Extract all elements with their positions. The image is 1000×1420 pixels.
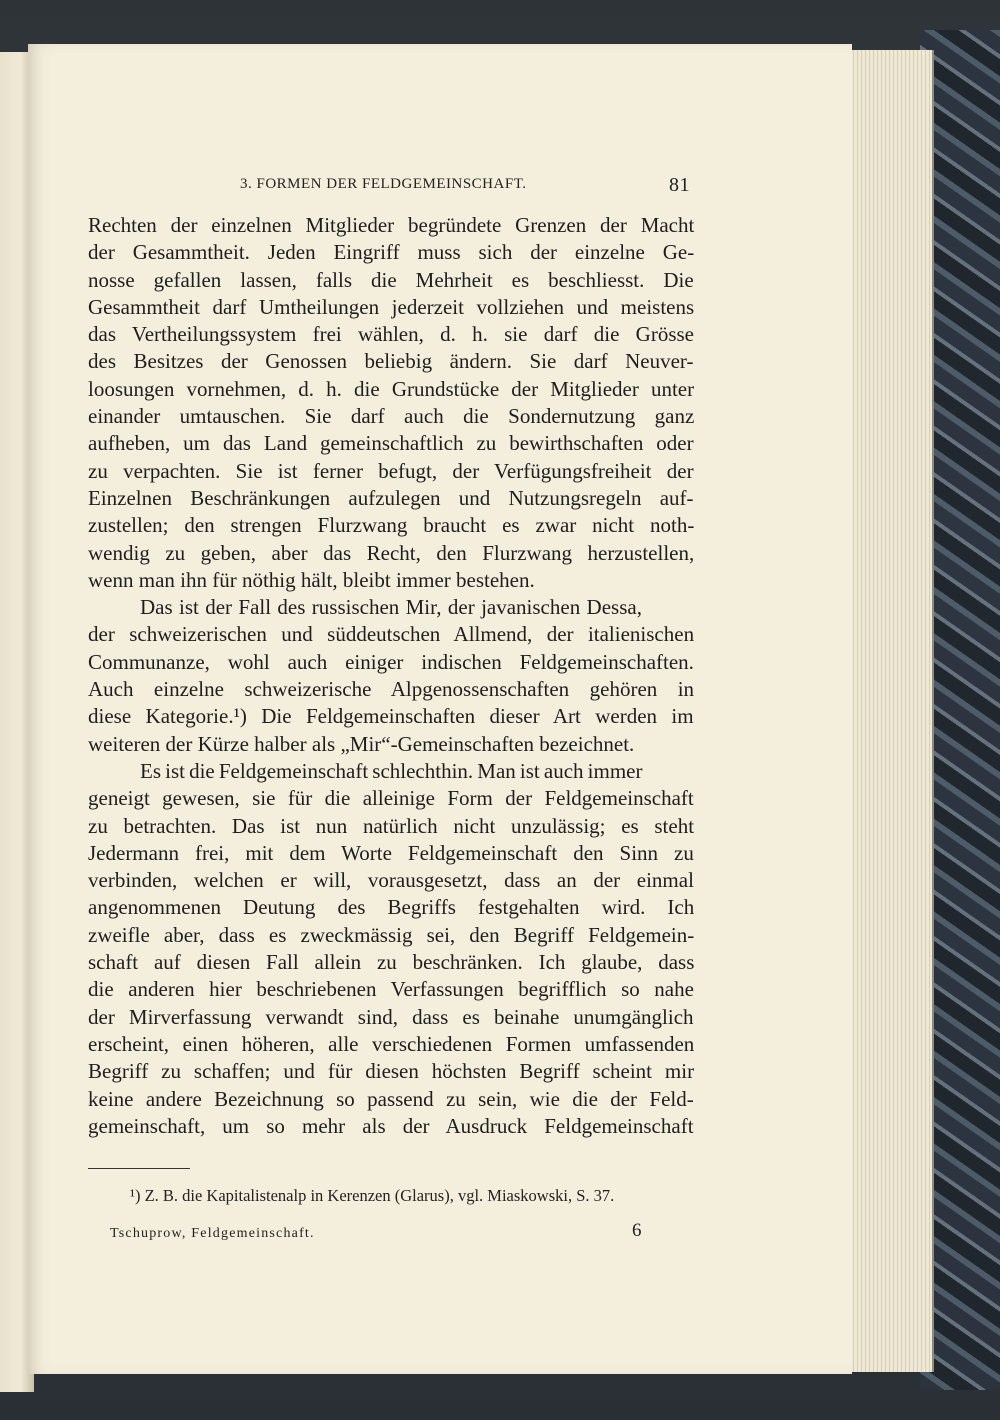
- text-line: Jedermann frei, mit dem Worte Feldgemeinschaft den Sinn zu: [88, 840, 694, 865]
- text-line: Einzelnen Beschränkungen aufzulegen und Nutzungsregeln auf-: [88, 485, 694, 510]
- text-line: gemeinschaft, um so mehr als der Ausdruck Feldgemeinschaft: [88, 1113, 694, 1138]
- text-line: keine andere Bezeichnung so passend zu sein, wie die der Feld-: [88, 1086, 694, 1111]
- text-line: nosse gefallen lassen, falls die Mehrheit es beschliesst. Die: [88, 267, 694, 292]
- footnote: ¹) Z. B. die Kapitalistenalp in Kerenzen (Glarus), vgl. Miaskowski, S. 37.: [130, 1186, 615, 1205]
- page-number: 81: [669, 174, 690, 196]
- footnote-rule: [88, 1168, 190, 1169]
- text-line: der Gesammtheit. Jeden Eingriff muss sich der einzelne Ge-: [88, 240, 695, 265]
- text-line: Begriff zu schaffen; und für diesen höchsten Begriff scheint mir: [88, 1059, 695, 1084]
- text-line: Es ist die Feldgemeinschaft schlechthin. Man ist auch immer: [140, 758, 643, 783]
- text-line: Rechten der einzelnen Mitglieder begründete Grenzen der Macht: [88, 213, 695, 237]
- text-line: weiteren der Kürze halber als „Mir“-Gemeinschaften bezeichnet.: [88, 731, 635, 756]
- text-line: diese Kategorie.¹) Die Feldgemeinschaften dieser Art werden im: [88, 704, 694, 729]
- text-line: zu betrachten. Das ist nun natürlich nicht unzulässig; es steht: [88, 813, 695, 838]
- text-line: geneigt gewesen, sie für die alleinige Form der Feldgemeinschaft: [88, 786, 694, 811]
- text-line: Auch einzelne schweizerische Alpgenossenschaften gehören in: [88, 677, 695, 702]
- text-line: der schweizerischen und süddeutschen Allmend, der italienischen: [88, 622, 695, 647]
- text-line: zustellen; den strengen Flurzwang braucht es zwar nicht noth-: [88, 513, 695, 538]
- text-line: angenommenen Deutung des Begriffs festgehalten wird. Ich: [88, 895, 695, 920]
- body-text: [88, 212, 694, 1140]
- sheet-number: 6: [632, 1220, 642, 1241]
- text-line: aufheben, um das Land gemeinschaftlich zu bewirthschaften oder: [88, 431, 694, 456]
- text-line: des Besitzes der Genossen beliebig ändern. Sie darf Neuver-: [88, 349, 694, 374]
- text-line: Das ist der Fall des russischen Mir, der javanischen Dessa,: [140, 595, 642, 620]
- text-line: wenn man ihn für nöthig hält, bleibt immer bestehen.: [88, 567, 535, 592]
- text-line: das Vertheilungssystem frei wählen, d. h. sie darf die Grösse: [88, 322, 694, 347]
- text-line: zu verpachten. Sie ist ferner befugt, der Verfügungsfreiheit der: [88, 458, 694, 483]
- text-line: Gesammtheit darf Umtheilungen jederzeit vollziehen und meistens: [88, 294, 695, 319]
- chapter-title: 3. FORMEN DER FELDGEMEINSCHAFT.: [240, 176, 527, 192]
- text-line: Communanze, wohl auch einiger indischen Feldgemeinschaften.: [88, 649, 694, 674]
- page-fore-edge: [846, 50, 934, 1372]
- footer-signature: Tschuprow, Feldgemeinschaft.: [110, 1226, 315, 1241]
- text-line: schaft auf diesen Fall allein zu beschränken. Ich glaube, dass: [88, 950, 695, 975]
- text-line: loosungen vornehmen, d. h. die Grundstücke der Mitglieder unter: [88, 376, 695, 401]
- text-line: verbinden, welchen er will, vorausgesetzt, dass an der einmal: [88, 868, 694, 893]
- text-line: erscheint, einen höheren, alle verschiedenen Formen umfassenden: [88, 1031, 695, 1056]
- text-line: die anderen hier beschriebenen Verfassungen begrifflich so nahe: [88, 977, 694, 1002]
- text-line: der Mirverfassung verwandt sind, dass es beinahe unumgänglich: [88, 1004, 694, 1029]
- text-line: einander umtauschen. Sie darf auch die Sondernutzung ganz: [88, 404, 695, 429]
- text-line: zweifle aber, dass es zweckmässig sei, den Begriff Feldgemein-: [88, 922, 695, 947]
- text-line: wendig zu geben, aber das Recht, den Flurzwang herzustellen,: [88, 540, 695, 565]
